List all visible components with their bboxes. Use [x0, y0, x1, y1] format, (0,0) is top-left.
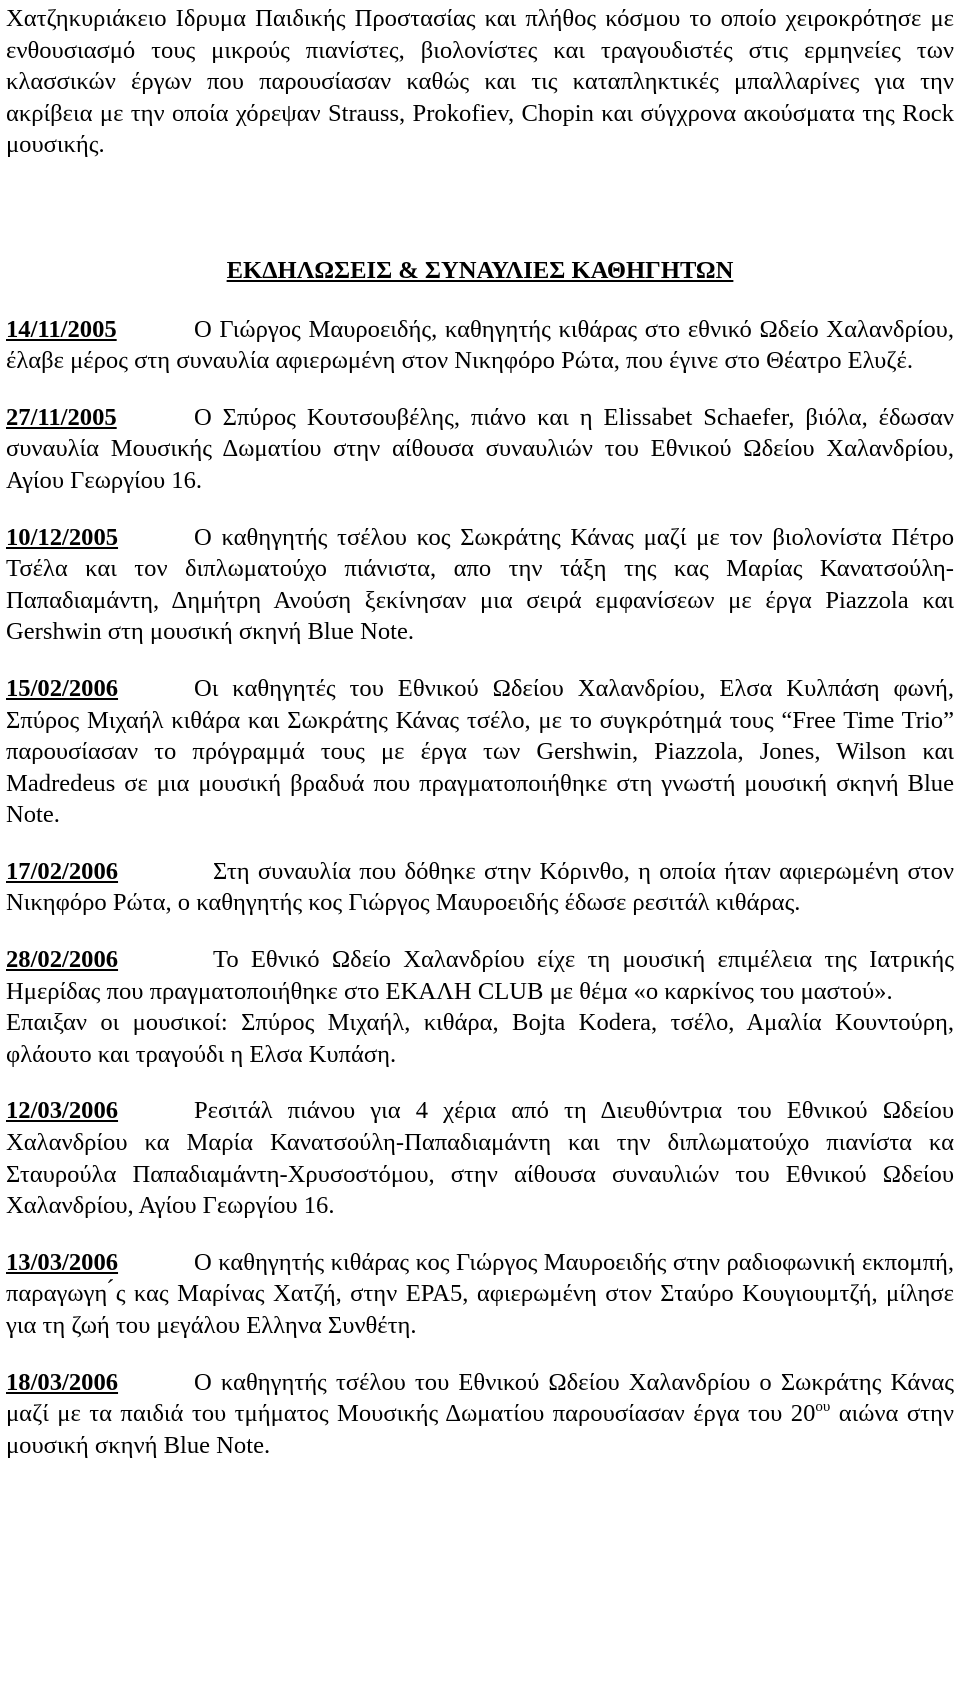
event-text: Οι καθηγητές του Εθνικού Ωδείου Χαλανδρίου, Ελσα Κυλπάση φωνή, Σπύρος Μιχαήλ κιθάρα και Σωκράτης Κάνας τσέλο, με το συγκρότημά τους “Free Time Trio” παρουσίασαν το πρόγραμμά τους με έργα των Gershwin, Piazzola, Jones, Wilson και Madredeus σε μια μουσική βραδυά που πραγματοποιήθηκε στη γνωστή μουσική σκηνή Blue Note. [6, 674, 954, 829]
superscript: ου [815, 1399, 831, 1416]
event-entry [6, 1367, 954, 1462]
event-date: 15/02/2006 [6, 674, 119, 702]
event-date: 28/02/2006 [6, 946, 119, 974]
event-text: Ο καθηγητής κιθάρας κος Γιώργος Μαυροειδής στην ραδιοφωνική εκπομπή, παραγωγη ́ς κας Μαρίνας Χατζή, στην ΕΡΑ5, αφιερωμένη στον Σταύρο Κουγιουμτζή, μίλησε για τη ζωή του μεγάλου Ελληνα Συνθέτη. [6, 1248, 954, 1339]
event-text: Ο καθηγητής τσέλου κος Σωκράτης Κάνας μαζί με τον βιολονίστα Πέτρο Τσέλα και τον διπλωματούχο πιάνιστα, απο την τάξη της κας Μαρίας Κανατσούλη-Παπαδιαμάντη, Δημήτρη Ανούση ξεκίνησαν μια σειρά εμφανίσεων με έργα Piazzola και Gershwin στη μουσική σκηνή Blue Note. [6, 523, 954, 646]
event-entry [6, 522, 954, 648]
event-date: 12/03/2006 [6, 1097, 119, 1125]
event-entry [6, 944, 954, 1007]
event-entry [6, 1247, 954, 1342]
event-continuation: Επαιξαν οι μουσικοί: Σπύρος Μιχαήλ, κιθάρα, Bojta Kodera, τσέλο, Αμαλία Κουντούρη, φλάουτο και τραγούδι η Ελσα Κυπάση. [6, 1009, 954, 1068]
event-date: 13/03/2006 [6, 1248, 119, 1276]
event-entry [6, 402, 954, 497]
event-text: Ο Γιώργος Μαυροειδής, καθηγητής κιθάρας στο εθνικό Ωδείο Χαλανδρίου, έλαβε μέρος στη συναυλία αφιερωμένη στον Νικηφόρο Ρώτα, που έγινε στο Θέατρο Ελυζέ. [6, 315, 954, 375]
event-text-after: αιώνα στην μουσική σκηνή Blue Note. [6, 1400, 954, 1459]
event-text: Ο Σπύρος Κουτσουβέλης, πιάνο και η Elissabet Schaefer, βιόλα, έδωσαν συναυλία Μουσικής Δωματίου στην αίθουσα συναυλιών του Εθνικού Ωδείου Χαλανδρίου, Αγίου Γεωργίου 16. [6, 403, 954, 494]
event-date: 14/11/2005 [6, 315, 117, 343]
intro-paragraph: Χατζηκυριάκειο Ιδρυμα Παιδικής Προστασίας και πλήθος κόσμου το οποίο χειροκρότησε με ενθουσιασμό τους μικρούς πιανίστες, βιολονίστες και τραγουδιστές στις ερμηνείες των κλασσικών έργων που παρουσίασαν καθώς και τις καταπληκτικές μπαλλαρίνες για την ακρίβεια με την οποία χόρεψαν Strauss, Prokofiev, Chopin και σύγχρονα ακούσματα της Rock μουσικής. [6, 5, 954, 159]
event-text: Ρεσιτάλ πιάνου για 4 χέρια από τη Διευθύντρια του Εθνικού Ωδείου Χαλανδρίου κα Μαρία Κανατσούλη-Παπαδιαμάντη και την διπλωματούχο πιανίστα κα Σταυρούλα Παπαδιαμάντη-Χρυσοστόμου, στην αίθουσα συναυλιών του Εθνικού Ωδείου Χαλανδρίου, Αγίου Γεωργίου 16. [6, 1097, 954, 1220]
event-date: 27/11/2005 [6, 403, 117, 431]
event-entry [6, 314, 954, 377]
section-heading: ΕΚΔΗΛΩΣΕΙΣ & ΣΥΝΑΥΛΙΕΣ ΚΑΘΗΓΗΤΩΝ [226, 256, 734, 284]
event-entry [6, 1095, 954, 1221]
event-entry [6, 673, 954, 831]
event-text: Το Εθνικό Ωδείο Χαλανδρίου είχε τη μουσική επιμέλεια της Ιατρικής Ημερίδας που πραγματοποιήθηκε στο ΕΚΑΛΗ CLUB με θέμα «ο καρκίνος του μαστού». [6, 946, 954, 1005]
event-date: 18/03/2006 [6, 1368, 119, 1396]
event-text: Ο καθηγητής τσέλου του Εθνικού Ωδείου Χαλανδρίου ο Σωκράτης Κάνας μαζί με τα παιδιά του τμήματος Μουσικής Δωματίου παρουσίασαν έργα του 20 [6, 1368, 954, 1428]
event-date: 17/02/2006 [6, 857, 119, 885]
event-date: 10/12/2005 [6, 523, 119, 551]
event-text: Στη συναυλία που δόθηκε στην Κόρινθο, η οποία ήταν αφιερωμένη στον Νικηφόρο Ρώτα, ο καθηγητής κος Γιώργος Μαυροειδής έδωσε ρεσιτάλ κιθάρας. [6, 857, 954, 917]
event-entry [6, 856, 954, 919]
